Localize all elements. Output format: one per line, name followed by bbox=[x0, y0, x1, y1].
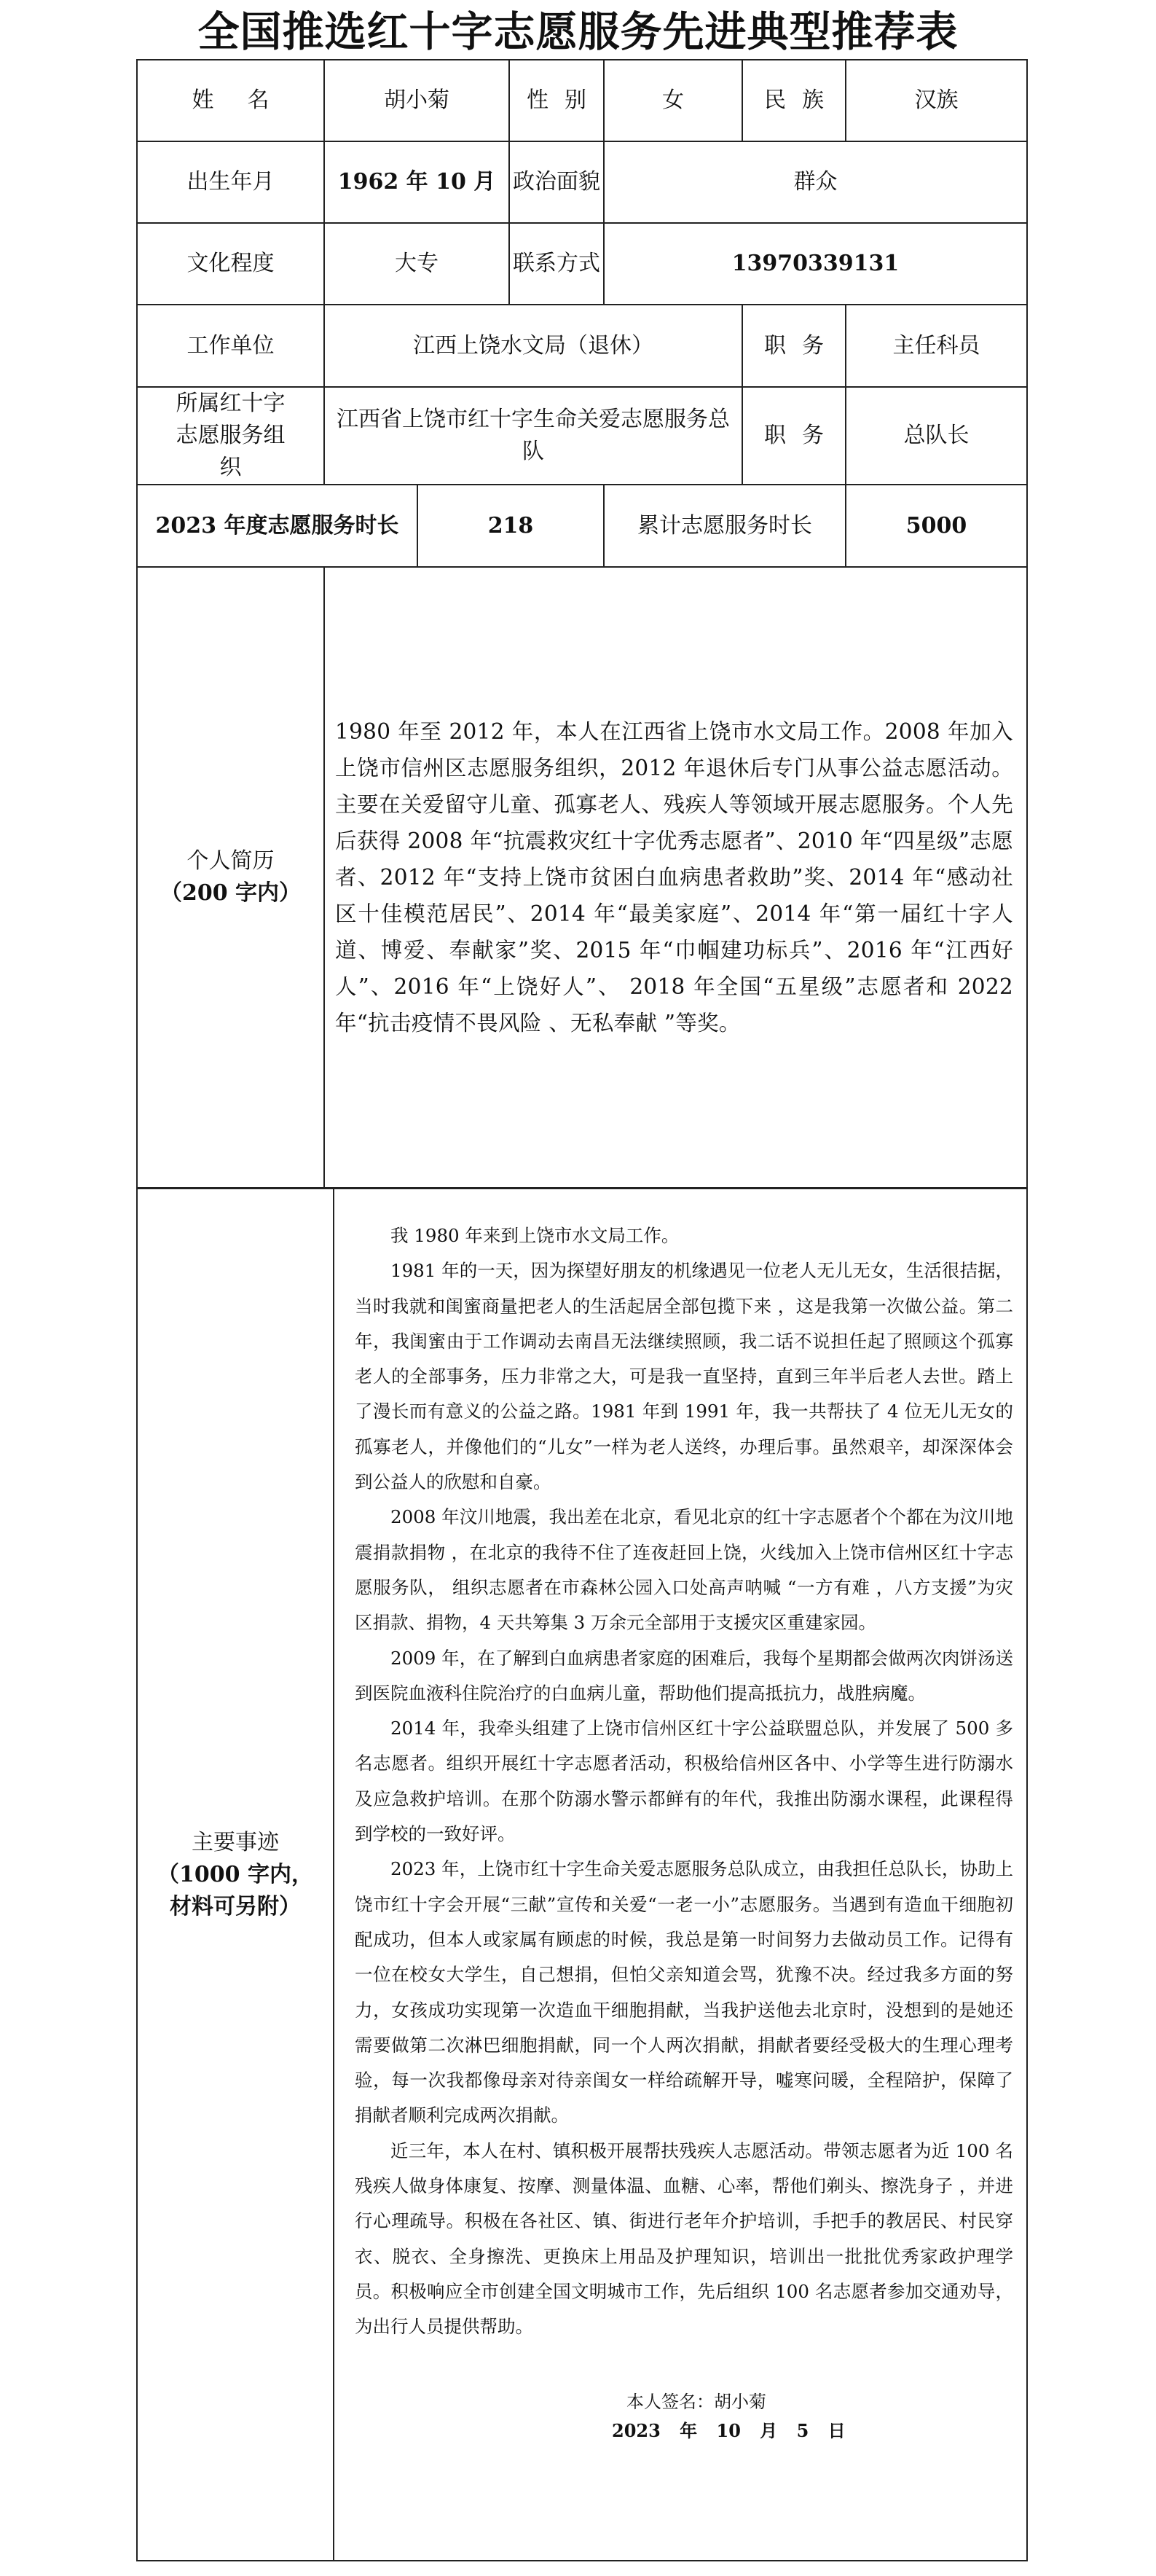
deeds-paragraph: 1981 年的一天，因为探望好朋友的机缘遇见一位老人无儿无女，生活很拮据， 当时我就和闺蜜商量把老人的生活起居全部包揽下来 ，这是我第一次做公益。第二年，我闺蜜由于工作调动去南昌无法继续照顾，我二话不说担任起了照顾这个孤寡老人的全部事务，压力非常之大，可是我一直坚持，直到三年半后老人去世。踏上了漫长而有意义的公益之路。1981 年到 1991 年，我一共帮扶了 4 位无儿无女的孤寡老人，并像他们的“儿女”一样为老人送终，办理后事。虽然艰辛，却深深体会到公益人的欣慰和自豪。 bbox=[355, 1260, 1013, 1493]
deeds-paragraph: 2014 年，我牵头组建了上饶市信州区红十字公益联盟总队，并发展了 500 多名志愿者。组织开展红十字志愿者活动，积极给信州区各中、小学等生进行防溺水及应急救护培训。在那个防溺水警示都鲜有的年代，我推出防溺水课程，此课程得到学校的一致好评。 bbox=[355, 1718, 1013, 1845]
bio-label-cell bbox=[137, 567, 324, 1188]
contact-value: 13970339131 bbox=[604, 223, 1027, 305]
deeds-paragraph: 近三年，本人在村、镇积极开展帮扶残疾人志愿活动。带领志愿者为近 100 名残疾人做身体康复、按摩、测量体温、血糖、心率，帮他们剃头、擦洗身子 ，并进行心理疏导。积极在各社区、镇、街进行老年介护培训，手把手的教居民、村民穿衣、脱衣、全身擦洗、更换床上用品及护理知识，培训出一批批优秀家政护理学员。积极响应全市创建全国文明城市工作，先后组织 100 名志愿者参加交通劝导，为出行人员提供帮助。 bbox=[355, 2140, 1013, 2338]
info-table bbox=[136, 59, 1028, 1189]
bio-label: 个人简历 bbox=[186, 848, 275, 874]
birth-label: 出生年月 bbox=[137, 141, 324, 223]
education-value: 大专 bbox=[324, 223, 509, 305]
politics-value: 群众 bbox=[604, 141, 1027, 223]
deeds-label: 主要事迹 bbox=[192, 1829, 279, 1855]
deeds-note-1: （1000 字内， bbox=[157, 1861, 313, 1887]
hours-2023-value: 218 bbox=[417, 485, 604, 567]
bio-text: 1980 年至 2012 年，本人在江西省上饶市水文局工作。2008 年加入上饶市信州区志愿服务组织，2012 年退休后专门从事公益志愿活动。主要在关爱留守儿童、孤寡老人、残疾人等领域开展志愿服务。个人先后获得 2008 年“抗震救灾红十字优秀志愿者”、2010 年“四星级”志愿者、2012 年“支持上饶市贫困白血病患者救助”奖、2014 年“感动社区十佳模范居民”、2014 年“最美家庭”、2014 年“第一届红十字人道、博爱、奉献家”奖、2015 年“巾帼建功标兵”、2016 年“江西好人”、2016 年“上饶好人”、 2018 年全国“五星级”志愿者和 2022 年“抗击疫情不畏风险 、无私奉献 ”等奖。 bbox=[324, 567, 1027, 1188]
ethnicity-value: 汉族 bbox=[846, 60, 1027, 141]
org-label: 所属红十字志愿服务组织 bbox=[137, 387, 324, 485]
hours-total-label: 累计志愿服务时长 bbox=[604, 485, 846, 567]
deeds-note-2: 材料可另附） bbox=[170, 1893, 301, 1919]
employer-position-value: 主任科员 bbox=[846, 305, 1027, 387]
org-position-label: 职务 bbox=[742, 387, 846, 485]
deeds-text bbox=[334, 1189, 1027, 2561]
deeds-paragraph: 2023 年，上饶市红十字生命关爱志愿服务总队成立，由我担任总队长，协助上饶市红十字会开展“三献”宣传和关爱“一老一小”志愿服务。当遇到有造血干细胞初配成功，但本人或家属有顾虑的时候，我总是第一时间努力去做动员工作。记得有一位在校女大学生，自己想捐，但怕父亲知道会骂，犹豫不决。经过我多方面的努力，女孩成功实现第一次造血干细胞捐献，当我护送他去北京时，没想到的是她还需要做第二次淋巴细胞捐献，同一个人两次捐献，捐献者要经受极大的生理心理考验，每一次我都像母亲对待亲闺女一样给疏解开导，嘘寒问暖，全程陪护，保障了捐献者顺利完成两次捐献。 bbox=[355, 1858, 1013, 2126]
employer-value: 江西上饶水文局（退休） bbox=[324, 305, 742, 387]
employer-label: 工作单位 bbox=[137, 305, 324, 387]
org-position-value: 总队长 bbox=[846, 387, 1027, 485]
birth-value: 1962 年 10 月 bbox=[324, 141, 509, 223]
page-title: 全国推选红十字志愿服务先进典型推荐表 bbox=[197, 7, 959, 56]
hours-2023-label: 2023 年度志愿服务时长 bbox=[137, 485, 417, 567]
signature-label: 本人签名：胡小菊 bbox=[626, 2392, 766, 2412]
education-label: 文化程度 bbox=[137, 223, 324, 305]
politics-label: 政治面貌 bbox=[509, 141, 604, 223]
org-value: 江西省上饶市红十字生命关爱志愿服务总队 bbox=[324, 387, 742, 485]
hours-total-value: 5000 bbox=[846, 485, 1027, 567]
signature-date: 2023 年 10 月 5 日 bbox=[612, 2420, 846, 2441]
gender-label: 性别 bbox=[509, 60, 604, 141]
name-label: 姓名 bbox=[137, 60, 324, 141]
contact-label: 联系方式 bbox=[509, 223, 604, 305]
deeds-paragraph: 2009 年，在了解到白血病患者家庭的困难后，我每个星期都会做两次肉饼汤送到医院血液科住院治疗的白血病儿童，帮助他们提高抵抗力，战胜病魔。 bbox=[355, 1647, 1013, 1704]
deeds-table bbox=[136, 1188, 1028, 2561]
deeds-paragraph: 2008 年汶川地震，我出差在北京，看见北京的红十字志愿者个个都在为汶川地震捐款捐物 ，在北京的我待不住了连夜赶回上饶，火线加入上饶市信州区红十字志愿服务队， 组织志愿者在市森林公园入口处高声呐喊 “一方有难 ，八方支援”为灾区捐款、捐物，4 天共筹集 3 万余元全部用于支援灾区重建家园。 bbox=[355, 1506, 1013, 1634]
gender-value: 女 bbox=[604, 60, 742, 141]
employer-position-label: 职务 bbox=[742, 305, 846, 387]
name-value: 胡小菊 bbox=[324, 60, 509, 141]
deeds-paragraph: 我 1980 年来到上饶市水文局工作。 bbox=[390, 1225, 680, 1246]
bio-note: （200 字内） bbox=[160, 880, 302, 906]
ethnicity-label: 民族 bbox=[742, 60, 846, 141]
deeds-label-cell bbox=[137, 1189, 334, 2561]
